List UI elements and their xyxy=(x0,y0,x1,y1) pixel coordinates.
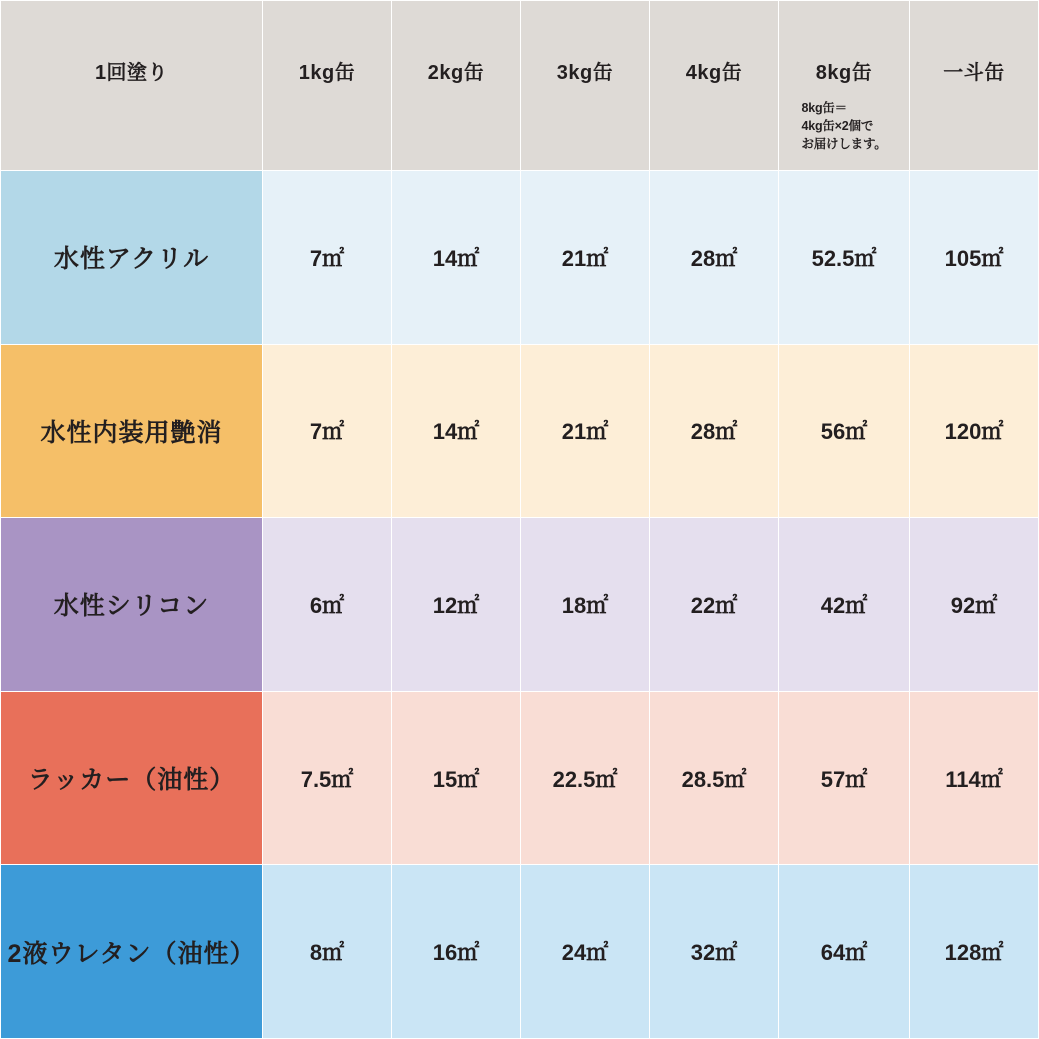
cell-acrylic-3kg: 21㎡ xyxy=(521,171,650,345)
cell-lacquer-3kg: 22.5㎡ xyxy=(521,691,650,865)
table-row xyxy=(1,865,1039,1039)
cell-two-part-urethane-3kg: 24㎡ xyxy=(521,865,650,1039)
cell-acrylic-4kg: 28㎡ xyxy=(650,171,779,345)
header-cell-8kg xyxy=(779,1,910,171)
cell-silicone-8kg: 42㎡ xyxy=(779,518,910,692)
header-cell-2kg xyxy=(392,1,521,171)
table-row xyxy=(1,171,1039,345)
row-label-lacquer: ラッカー（油性） xyxy=(1,691,263,865)
header-label-coats: 1回塗り xyxy=(94,62,169,84)
table-row xyxy=(1,518,1039,692)
cell-two-part-urethane-1kg: 8㎡ xyxy=(263,865,392,1039)
cell-lacquer-8kg: 57㎡ xyxy=(779,691,910,865)
cell-acrylic-8kg: 52.5㎡ xyxy=(779,171,910,345)
cell-acrylic-2kg: 14㎡ xyxy=(392,171,521,345)
cell-interior-matte-4kg: 28㎡ xyxy=(650,344,779,518)
cell-lacquer-itto: 114㎡ xyxy=(910,691,1039,865)
header-label-2kg: 2kg缶 xyxy=(427,62,485,84)
row-label-acrylic: 水性アクリル xyxy=(1,171,263,345)
cell-interior-matte-2kg: 14㎡ xyxy=(392,344,521,518)
header-cell-4kg xyxy=(650,1,779,171)
table-row xyxy=(1,691,1039,865)
header-note-8kg: 8kg缶＝ 4kg缶×2個で お届けします。 xyxy=(801,101,887,152)
header-label-8kg: 8kg缶 xyxy=(815,62,873,84)
cell-two-part-urethane-8kg: 64㎡ xyxy=(779,865,910,1039)
row-label-interior-matte: 水性内装用艶消 xyxy=(1,344,263,518)
header-cell-itto xyxy=(910,1,1039,171)
cell-lacquer-2kg: 15㎡ xyxy=(392,691,521,865)
header-label-4kg: 4kg缶 xyxy=(685,62,743,84)
cell-acrylic-itto: 105㎡ xyxy=(910,171,1039,345)
cell-two-part-urethane-4kg: 32㎡ xyxy=(650,865,779,1039)
header-label-1kg: 1kg缶 xyxy=(298,62,356,84)
cell-silicone-2kg: 12㎡ xyxy=(392,518,521,692)
header-label-3kg: 3kg缶 xyxy=(556,62,614,84)
cell-lacquer-1kg: 7.5㎡ xyxy=(263,691,392,865)
cell-lacquer-4kg: 28.5㎡ xyxy=(650,691,779,865)
table-row xyxy=(1,344,1039,518)
cell-silicone-3kg: 18㎡ xyxy=(521,518,650,692)
cell-silicone-4kg: 22㎡ xyxy=(650,518,779,692)
cell-silicone-1kg: 6㎡ xyxy=(263,518,392,692)
cell-two-part-urethane-itto: 128㎡ xyxy=(910,865,1039,1039)
table-header xyxy=(1,1,1039,171)
header-label-itto: 一斗缶 xyxy=(943,62,1005,84)
header-cell-coats xyxy=(1,1,263,171)
cell-interior-matte-1kg: 7㎡ xyxy=(263,344,392,518)
cell-two-part-urethane-2kg: 16㎡ xyxy=(392,865,521,1039)
cell-interior-matte-3kg: 21㎡ xyxy=(521,344,650,518)
row-label-two-part-urethane: 2液ウレタン（油性） xyxy=(1,865,263,1039)
header-row xyxy=(1,1,1039,171)
header-cell-3kg xyxy=(521,1,650,171)
header-cell-1kg xyxy=(263,1,392,171)
cell-interior-matte-itto: 120㎡ xyxy=(910,344,1039,518)
row-label-silicone: 水性シリコン xyxy=(1,518,263,692)
cell-silicone-itto: 92㎡ xyxy=(910,518,1039,692)
cell-acrylic-1kg: 7㎡ xyxy=(263,171,392,345)
table-body xyxy=(1,171,1039,1039)
cell-interior-matte-8kg: 56㎡ xyxy=(779,344,910,518)
